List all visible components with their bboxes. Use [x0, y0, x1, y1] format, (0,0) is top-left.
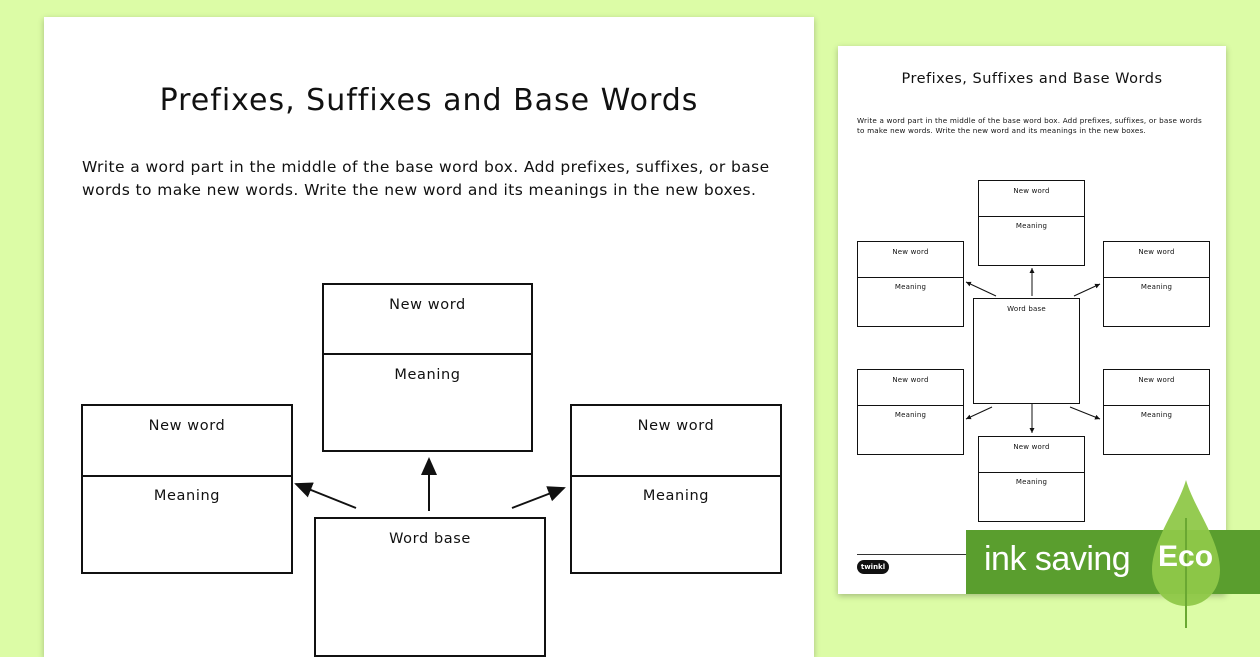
- preview-word-base-label: Word base: [1007, 305, 1046, 313]
- preview-new-word-label: New word: [1013, 443, 1050, 451]
- worksheet-page: [44, 17, 814, 657]
- ink-saving-text: ink saving: [984, 540, 1131, 578]
- word-base-label: Word base: [389, 531, 471, 547]
- footer-divider: [857, 554, 967, 555]
- preview-meaning-label: Meaning: [894, 411, 927, 419]
- preview-new-word-label: New word: [1138, 376, 1175, 384]
- preview-title: Prefixes, Suffixes and Base Words: [901, 71, 1163, 87]
- preview-arrow-downright: [1070, 407, 1100, 419]
- preview-meaning-label: Meaning: [1015, 478, 1048, 486]
- instructions-text: Write a word part in the middle of the base word box. Add prefixes, suffixes, or base words to make new words. Write the new word and its meanings in the new boxes.: [82, 158, 770, 199]
- preview-box-lower-right: [1103, 369, 1210, 455]
- new-word-box-right: [570, 404, 782, 574]
- meaning-label: Meaning: [642, 488, 710, 504]
- preview-meaning-label: Meaning: [1140, 283, 1173, 291]
- new-word-box-left: [81, 404, 293, 574]
- preview-box-upper-right: [1103, 241, 1210, 327]
- preview-new-word-label: New word: [892, 376, 929, 384]
- preview-arrow-upleft: [966, 282, 996, 296]
- twinkl-logo: twinkl: [857, 560, 889, 574]
- preview-arrow-downleft: [966, 407, 992, 419]
- preview-meaning-label: Meaning: [1140, 411, 1173, 419]
- preview-meaning-label: Meaning: [894, 283, 927, 291]
- new-word-label: New word: [389, 297, 466, 313]
- eco-label: Eco: [1158, 540, 1214, 573]
- preview-new-word-label: New word: [1138, 248, 1175, 256]
- preview-box-top: [978, 180, 1085, 266]
- new-word-label: New word: [148, 418, 226, 434]
- new-word-box-top: [322, 283, 533, 452]
- preview-instructions: Write a word part in the middle of the base word box. Add prefixes, suffixes, or base words to make new words. Write the new word and its meanings in the new boxes.: [857, 116, 1202, 135]
- arrow-left: [296, 484, 356, 508]
- preview-box-upper-left: [857, 241, 964, 327]
- word-base-box: [314, 517, 546, 657]
- preview-arrow-upright: [1074, 284, 1100, 296]
- preview-new-word-label: New word: [1013, 187, 1050, 195]
- meaning-label: Meaning: [394, 367, 461, 383]
- preview-word-base-box: [973, 298, 1080, 404]
- meaning-label: Meaning: [153, 488, 221, 504]
- preview-meaning-label: Meaning: [1015, 222, 1048, 230]
- preview-new-word-label: New word: [892, 248, 929, 256]
- arrow-right: [512, 488, 564, 508]
- preview-box-lower-left: [857, 369, 964, 455]
- preview-box-bottom: [978, 436, 1085, 522]
- page-title: Prefixes, Suffixes and Base Words: [159, 83, 699, 118]
- new-word-label: New word: [637, 418, 715, 434]
